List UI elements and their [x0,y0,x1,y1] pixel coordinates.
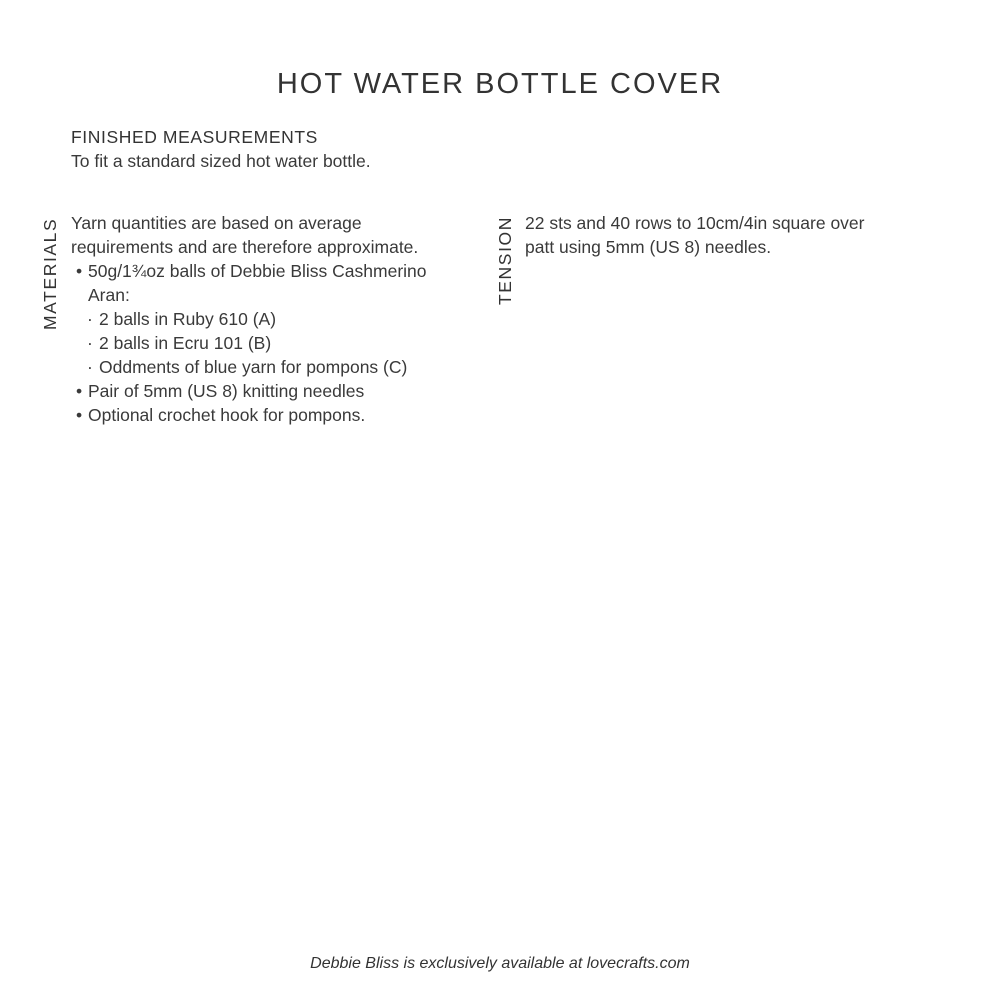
materials-intro-line-2: requirements and are therefore approximate. [71,237,419,257]
sub-list-item [71,307,481,331]
sub-list-item [71,331,481,355]
hook-text: Optional crochet hook for pompons. [88,405,366,425]
materials-intro-line-1: Yarn quantities are based on average [71,213,362,233]
tension-section [525,211,945,259]
bullet-icon: • [76,381,83,401]
needles-text: Pair of 5mm (US 8) knitting needles [88,381,365,401]
tension-side-label: TENSION [495,216,515,305]
yarn-item-ruby: 2 balls in Ruby 610 (A) [99,309,277,329]
bullet-icon: • [76,405,83,425]
yarn-item-blue: Oddments of blue yarn for pompons (C) [99,357,408,377]
tension-line-2: patt using 5mm (US 8) needles. [525,237,772,257]
sub-bullet-icon: · [87,333,93,353]
materials-side-label: MATERIALS [40,217,60,330]
bullet-icon: • [76,261,83,281]
yarn-item-ecru: 2 balls in Ecru 101 (B) [99,333,272,353]
yarn-line-1: 50g/1¾oz balls of Debbie Bliss Cashmerino [88,261,427,281]
finished-measurements-text: To fit a standard sized hot water bottle. [71,151,371,171]
yarn-line-2: Aran: [88,285,130,305]
sub-bullet-icon: · [87,357,93,377]
footer-note: Debbie Bliss is exclusively available at lovecrafts.com [310,955,690,972]
page-title: HOT WATER BOTTLE COVER [276,68,724,100]
tension-line-1: 22 sts and 40 rows to 10cm/4in square over [525,213,865,233]
sub-bullet-icon: · [87,309,93,329]
list-item-needles [71,379,481,403]
list-item-yarn [71,259,481,307]
list-item-hook [71,403,481,427]
sub-list-item [71,355,481,379]
materials-section [71,211,481,427]
finished-measurements-heading: FINISHED MEASUREMENTS [71,127,318,147]
